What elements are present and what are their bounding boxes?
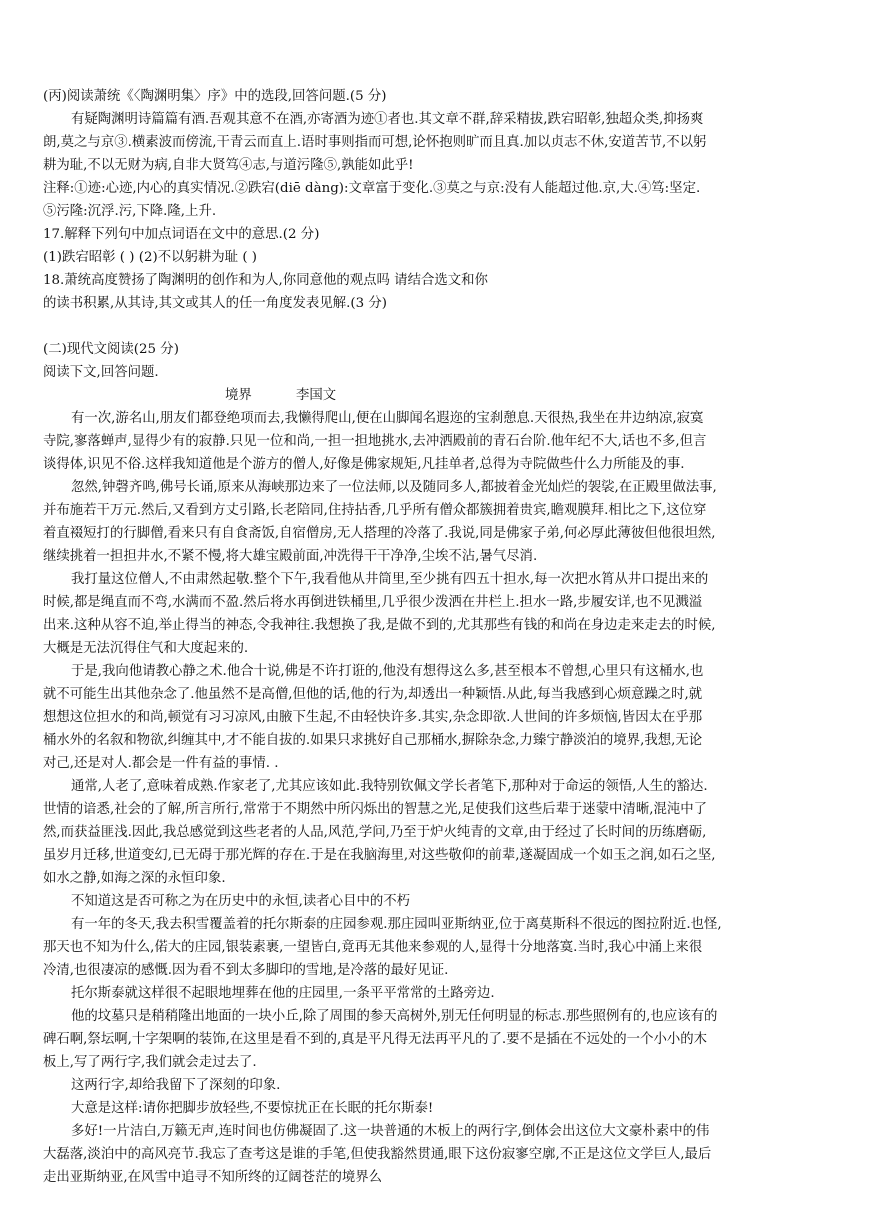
- modern-reading-heading: (二)现代文阅读(25 分): [43, 342, 179, 357]
- question-17-items: (1)跌宕昭彰 ( ) (2)不以躬耕为耻 ( ): [43, 250, 258, 265]
- essay-line: 有一年的冬天,我去积雪覆盖着的托尔斯泰的庄园参观.那庄园叫亚斯纳亚,位于离莫斯科不很远的图拉附近.也怪,: [71, 917, 722, 932]
- essay-line: 大概是无法沉得住气和大度起来的.: [43, 641, 249, 656]
- essay-line: 继续挑着一担担井水,不紧不慢,将大雄宝殿前面,冲洗得干干净净,尘埃不沾,暑气尽消.: [43, 549, 538, 564]
- essay-line: 如水之静,如海之深的永恒印象.: [43, 871, 226, 886]
- essay-line: 有一次,游名山,朋友们都登绝项而去,我懒得爬山,便在山脚闻名遐迩的宝刹憩息.天很热,我坐在井边纳凉,寂寞: [71, 411, 704, 426]
- essay-line: 大磊落,淡泊中的高风亮节.我忘了查考这是谁的手笔,但使我豁然贯通,眼下这份寂寥空廓,不正是这位文学巨人,最后: [43, 1147, 712, 1162]
- essay-line: 时候,都是绳直而不弯,水满而不盈.然后将水再倒进铁桶里,几乎很少泼洒在井栏上.担水一路,步履安详,也不见溅溢: [43, 595, 703, 610]
- essay-line: 着直裰短打的行脚僧,看来只有自食斋饭,自宿僧房,无人搭理的冷落了.我说,同是佛家子弟,何必厚此薄彼但他很坦然,: [43, 526, 716, 541]
- essay-line: 通常,人老了,意味着成熟.作家老了,尤其应该如此.我特别钦佩文学长者笔下,那种对于命运的领悟,人生的豁达.: [71, 779, 708, 794]
- essay-line: 于是,我向他请教心静之术.他合十说,佛是不许打诳的,他没有想得这么多,甚至根本不曾想,心里只有这桶水,也: [71, 664, 704, 679]
- essay-title: 境界: [225, 388, 252, 403]
- essay-line: 碑石啊,祭坛啊,十字架啊的装饰,在这里是看不到的,真是平凡得无法再平凡的了.要不是插在不远处的一个小小的木: [43, 1032, 708, 1047]
- essay-line: 然,而获益匪浅.因此,我总感觉到这些老者的人品,风范,学问,乃至于炉火纯青的文章,由于经过了长时间的历练磨砺,: [43, 825, 707, 840]
- essay-line: 那天也不知为什么,偌大的庄园,银装素裹,一望皆白,竟再无其他来参观的人,显得十分地落寞.当时,我心中涌上来很: [43, 940, 703, 955]
- essay-line: 想想这位担水的和尚,顿觉有习习凉风,由腋下生起,不由轻快许多.其实,杂念即欲.人世间的许多烦恼,皆因太在乎那: [43, 710, 703, 725]
- classical-passage-line: 有疑陶渊明诗篇篇有酒.吾观其意不在酒,亦寄酒为迹①者也.其文章不群,辞采精拔,跌宕昭彰,独超众类,抑扬爽: [71, 112, 704, 127]
- essay-line: 我打量这位僧人,不由肃然起敬.整个下午,我看他从井筒里,至少挑有四五十担水,每一次把水筲从井口提出来的: [71, 572, 709, 587]
- essay-line: 虽岁月迁移,世道变幻,已无碍于那光辉的存在.于是在我脑海里,对这些敬仰的前辈,遂凝固成一个如玉之润,如石之坚,: [43, 848, 716, 863]
- essay-line: 忽然,钟磬齐鸣,佛号长诵,原来从海峡那边来了一位法师,以及随同多人,都披着金光灿烂的袈裟,在正殿里做法事,: [71, 480, 717, 495]
- essay-line: 这两行字,却给我留下了深刻的印象.: [71, 1078, 281, 1093]
- classical-passage-line: 耕为耻,不以无财为病,自非大贤笃④志,与道污隆⑤,孰能如此乎!: [43, 158, 414, 173]
- question-17: 17.解释下列句中加点词语在文中的意思.(2 分): [43, 227, 320, 242]
- essay-line: 大意是这样:请你把脚步放轻些,不要惊扰正在长眠的托尔斯泰!: [71, 1101, 434, 1116]
- essay-line: 并布施若干万元.然后,又看到方丈引路,长老陪同,住持拈香,几乎所有僧众都簇拥着贵宾,瞻观膜拜.相比之下,这位穿: [43, 503, 707, 518]
- essay-line: 板上,写了两行字,我们就会走过去了.: [43, 1055, 257, 1070]
- essay-line: 世情的谙悉,社会的了解,所言所行,常常于不期然中所闪烁出的智慧之光,足使我们这些后辈于迷蒙中清晰,混沌中了: [43, 802, 708, 817]
- essay-line: 出来.这种从容不迫,举止得当的神态,令我神往.我想换了我,是做不到的,尤其那些有钱的和尚在身边走来走去的时候,: [43, 618, 716, 633]
- essay-line: 桶水外的名叙和物欲,纠缠其中,才不能自拔的.如果只求挑好自己那桶水,摒除杂念,力臻宁静淡泊的境界,我想,无论: [43, 733, 703, 748]
- section-c-heading: (丙)阅读萧统《〈陶渊明集〉序》中的选段,回答问题.(5 分): [43, 89, 387, 104]
- essay-line: 谈得体,识见不俗.这样我知道他是个游方的僧人,好像是佛家规矩,凡挂单者,总得为寺院做些什么力所能及的事.: [43, 457, 685, 472]
- essay-line: 托尔斯泰就这样很不起眼地埋葬在他的庄园里,一条平平常常的土路旁边.: [71, 986, 495, 1001]
- essay-line: 多好!一片洁白,万籁无声,连时间也仿佛凝固了.这一块普通的木板上的两行字,倒体会出这位大文豪朴素中的伟: [71, 1124, 710, 1139]
- essay-line: 冷清,也很凄凉的感慨.因为看不到太多脚印的雪地,是冷落的最好见证.: [43, 963, 449, 978]
- notes-line: 注释:①迹:心迹,内心的真实情况.②跌宕(diē dàng):文章富于变化.③莫之与京:没有人能超过他.京,大.④笃:坚定.: [43, 181, 701, 196]
- essay-line: 不知道这是否可称之为在历史中的永恒,读者心目中的不朽: [71, 894, 411, 909]
- question-18: 18.萧统高度赞扬了陶渊明的创作和为人,你同意他的观点吗 请结合选文和你: [43, 273, 488, 288]
- notes-line: ⑤污隆:沉浮.污,下降.隆,上升.: [43, 204, 217, 219]
- question-18-continued: 的读书积累,从其诗,其文或其人的任一角度发表见解.(3 分): [43, 296, 387, 311]
- essay-line: 对己,还是对人.都会是一件有益的事情. .: [43, 756, 279, 771]
- essay-line: 他的坟墓只是稍稍隆出地面的一块小丘,除了周围的参天高树外,别无任何明显的标志.那些照例有的,也应该有的: [71, 1009, 718, 1024]
- essay-line: 寺院,寥落蝉声,显得少有的寂静.只见一位和尚,一担一担地挑水,去冲洒殿前的青石台阶.他年纪不大,话也不多,但言: [43, 434, 707, 449]
- essay-line: 就不可能生出其他杂念了.他虽然不是高僧,但他的话,他的行为,却透出一种颖悟.从此,每当我感到心烦意躁之时,就: [43, 687, 703, 702]
- essay-line: 走出亚斯纳亚,在风雪中追寻不知所终的辽阔苍茫的境界么: [43, 1170, 383, 1185]
- reading-instruction: 阅读下文,回答问题.: [43, 365, 159, 380]
- essay-author: 李国文: [296, 388, 337, 403]
- classical-passage-line: 朗,莫之与京③.横素波而傍流,干青云而直上.语时事则指而可想,论怀抱则旷而且真.加以贞志不休,安道苦节,不以躬: [43, 135, 707, 150]
